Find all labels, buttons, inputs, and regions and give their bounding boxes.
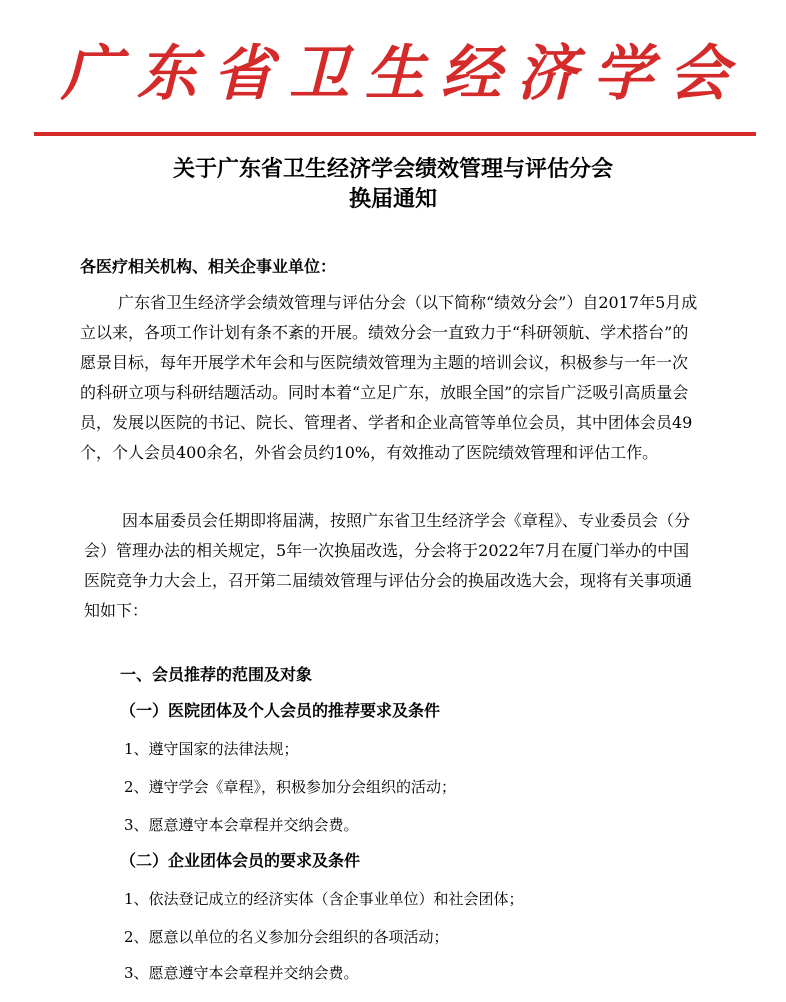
subsection-heading-2: （二）企业团体会员的要求及条件 [120, 851, 361, 870]
document-title-line-1: 关于广东省卫生经济学会绩效管理与评估分会 [172, 157, 613, 182]
letterhead-divider [34, 132, 756, 136]
list-item: 2、愿意以单位的名义参加分会组织的各项活动； [124, 928, 449, 946]
subsection-heading-1: （一）医院团体及个人会员的推荐要求及条件 [120, 701, 441, 720]
list-item: 1、依法登记成立的经济实体（含企事业单位）和社会团体； [124, 890, 524, 908]
body-paragraph-2-text: 因本届委员会任期即将届满，按照广东省卫生经济学会《章程》、专业委员会（分会）管理办法的相关规定，5年一次换届改选，分会将于2022年7月在厦门举办的中国医院竞争力大会上，召开第二届绩效管理与评估分会的换届改选大会，现将有关事项通知如下： [84, 511, 693, 620]
body-paragraph-1 [80, 288, 700, 468]
document-title-line-2: 换届通知 [348, 187, 437, 212]
body-paragraph-1-text: 广东省卫生经济学会绩效管理与评估分会（以下简称“绩效分会”）自2017年5月成立以来，各项工作计划有条不紊的开展。绩效分会一直致力于“科研领航、学术搭台”的愿景目标，每年开展学术年会和与医院绩效管理为主题的培训会议，积极参与一年一次的科研立项与科研结题活动。同时本着“立足广东，放眼全国”的宗旨广泛吸引高质量会员，发展以医院的书记、院长、管理者、学者和企业高管等单位会员，其中团体会员49个，个人会员400余名，外省会员约10%，有效推动了医院绩效管理和评估工作。 [80, 293, 698, 462]
list-item: 1、遵守国家的法律法规； [124, 740, 299, 758]
list-item: 3、愿意遵守本会章程并交纳会费。 [124, 816, 359, 834]
letterhead [0, 34, 786, 114]
body-paragraph-2 [84, 506, 694, 626]
letterhead-title: 广东省卫生经济学会 [61, 39, 745, 109]
salutation: 各医疗相关机构、相关企事业单位： [80, 257, 337, 276]
list-item: 2、遵守学会《章程》，积极参加分会组织的活动； [124, 778, 457, 796]
list-item: 3、愿意遵守本会章程并交纳会费。 [124, 964, 359, 982]
document-title [0, 155, 786, 215]
section-heading-1: 一、会员推荐的范围及对象 [120, 665, 313, 684]
